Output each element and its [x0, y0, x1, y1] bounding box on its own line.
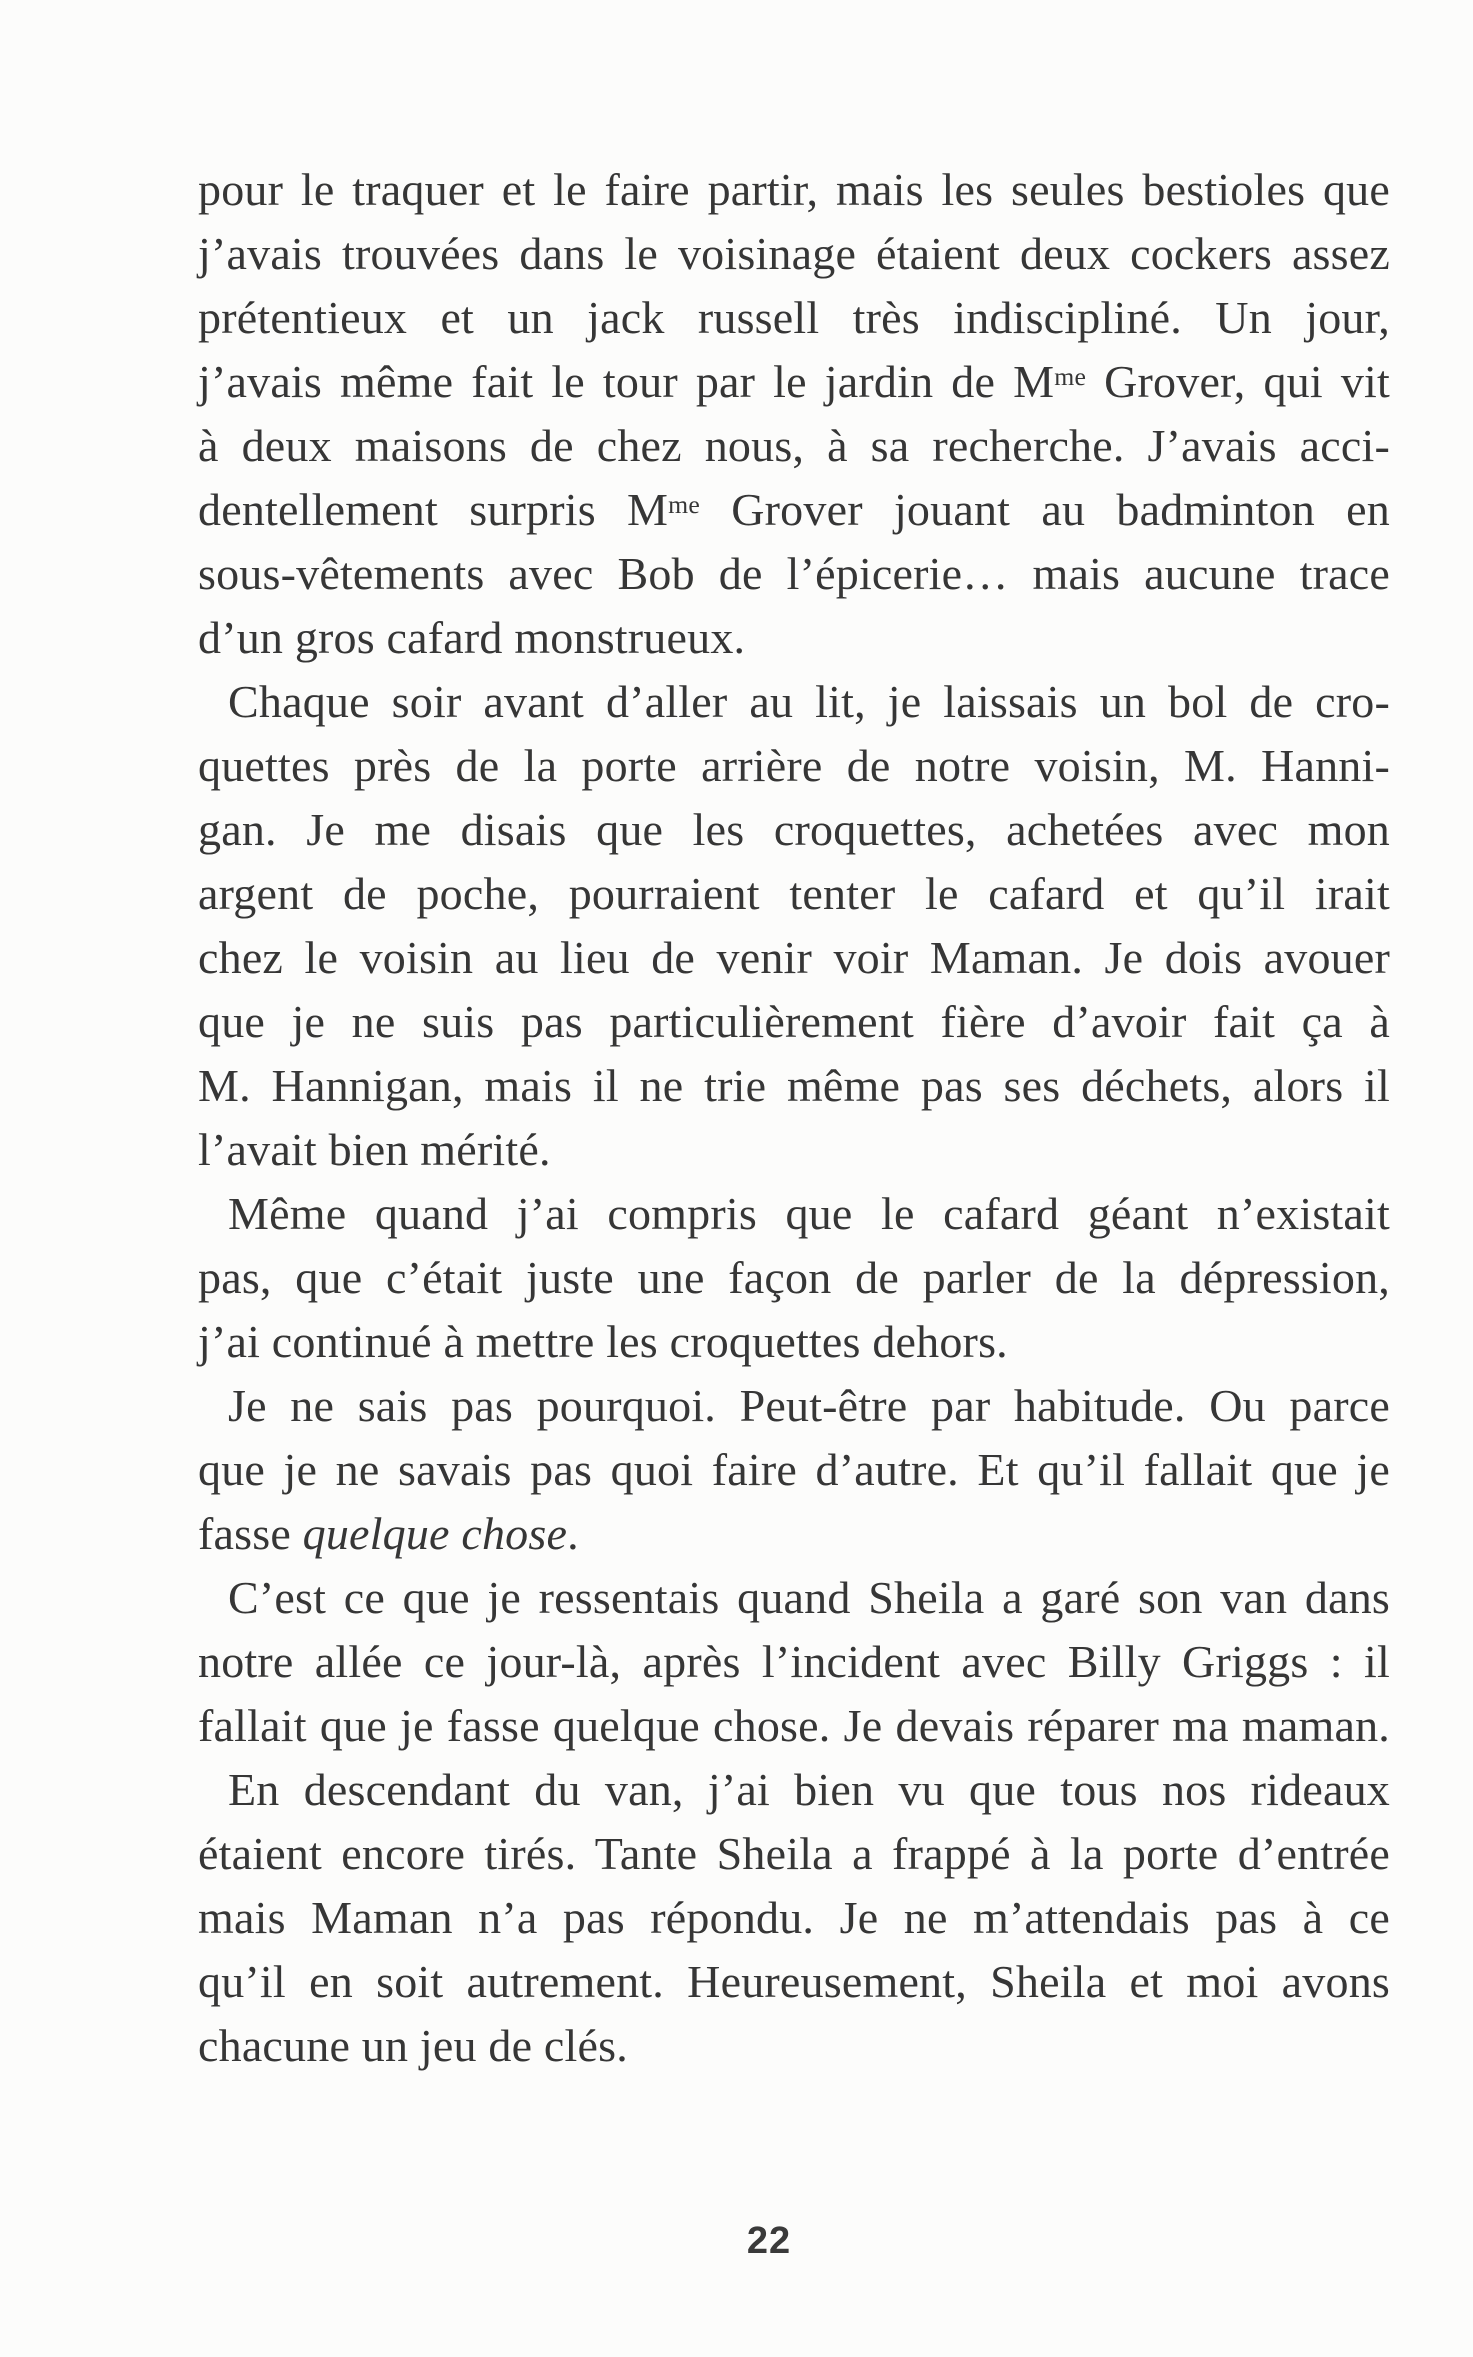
text-line: étaient encore tirés. Tante Sheila a frappé à la porte d’entrée: [198, 1828, 1390, 1879]
text-line: j’ai continué à mettre les croquettes dehors.: [198, 1316, 1008, 1367]
text-line: pas, que c’était juste une façon de parler de la dépression,: [198, 1252, 1390, 1303]
text-line: [198, 478, 1390, 542]
text-line: quettes près de la porte arrière de notre voisin, M. Hanni-: [198, 740, 1390, 791]
page-text: [198, 158, 1390, 2078]
page-number: 22: [746, 2220, 792, 2262]
text-line: gan. Je me disais que les croquettes, achetées avec mon: [198, 804, 1390, 855]
text-line: qu’il en soit autrement. Heureusement, Sheila et moi avons: [198, 1956, 1390, 2007]
text-line: l’avait bien mérité.: [198, 1124, 551, 1175]
text-line: Même quand j’ai compris que le cafard géant n’existait: [228, 1188, 1390, 1239]
text-line: C’est ce que je ressentais quand Sheila a garé son van dans: [228, 1572, 1390, 1623]
superscript-abbrev: me: [668, 489, 701, 519]
text-line: que je ne savais pas quoi faire d’autre. Et qu’il fallait que je: [198, 1444, 1390, 1495]
text-line: chez le voisin au lieu de venir voir Maman. Je dois avouer: [198, 932, 1390, 983]
line-segment: .: [567, 1508, 579, 1559]
text-line: j’avais trouvées dans le voisinage étaient deux cockers assez: [198, 228, 1390, 279]
text-line: pour le traquer et le faire partir, mais les seules bestioles que: [198, 164, 1390, 215]
text-line: En descendant du van, j’ai bien vu que tous nos rideaux: [228, 1764, 1390, 1815]
superscript-abbrev: me: [1054, 361, 1087, 391]
line-segment: dentellement surpris M: [198, 484, 669, 535]
text-line: Je ne sais pas pourquoi. Peut-être par habitude. Ou parce: [228, 1380, 1390, 1431]
text-line: à deux maisons de chez nous, à sa recherche. J’avais acci-: [198, 420, 1390, 471]
text-line: que je ne suis pas particulièrement fière d’avoir fait ça à: [198, 996, 1390, 1047]
text-line: fallait que je fasse quelque chose. Je devais réparer ma maman.: [198, 1700, 1390, 1751]
text-line: notre allée ce jour-là, après l’incident avec Billy Griggs : il: [198, 1636, 1390, 1687]
text-line: mais Maman n’a pas répondu. Je ne m’attendais pas à ce: [198, 1892, 1390, 1943]
line-segment: Grover, qui vit: [1086, 356, 1390, 407]
line-segment: j’avais même fait le tour par le jardin de M: [198, 356, 1055, 407]
line-segment: Grover jouant au badminton en: [700, 484, 1391, 535]
text-line: M. Hannigan, mais il ne trie même pas ses déchets, alors il: [198, 1060, 1390, 1111]
text-line: chacune un jeu de clés.: [198, 2020, 628, 2071]
text-line: Chaque soir avant d’aller au lit, je laissais un bol de cro-: [228, 676, 1390, 727]
text-line: prétentieux et un jack russell très indiscipliné. Un jour,: [198, 292, 1390, 343]
text-line: argent de poche, pourraient tenter le cafard et qu’il irait: [198, 868, 1390, 919]
text-line: [198, 1502, 1390, 1566]
text-line: [198, 350, 1390, 414]
italic-phrase: quelque chose: [302, 1508, 568, 1559]
text-line: d’un gros cafard monstrueux.: [198, 612, 746, 663]
line-segment: fasse: [198, 1508, 303, 1559]
text-line: sous-vêtements avec Bob de l’épicerie… mais aucune trace: [198, 548, 1390, 599]
